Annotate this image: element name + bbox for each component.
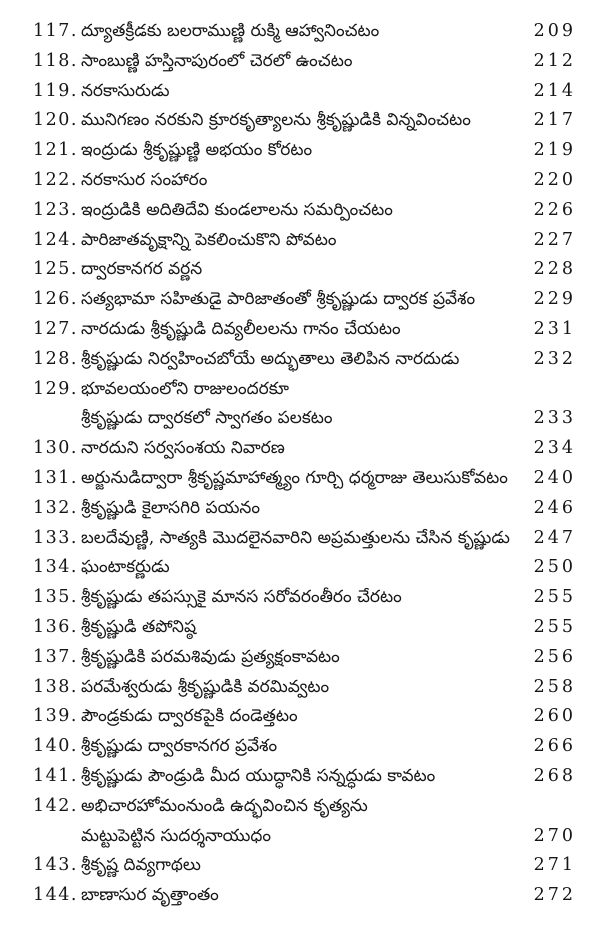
- entry-number: 124.: [33, 229, 78, 250]
- entry-number: 123.: [33, 199, 78, 220]
- entry-title: నరకాసుర సంహారం: [81, 169, 208, 190]
- entry-page: 260: [533, 706, 576, 727]
- entry-number: 136.: [33, 616, 78, 637]
- entry-number: 135.: [33, 587, 78, 608]
- entry-page: 228: [533, 259, 576, 280]
- entry-number: 125.: [33, 259, 78, 280]
- entry-number: 119.: [33, 80, 78, 101]
- entry-title: శ్రీకృష్ణుడు నిర్వహించబోయే అద్భుతాలు తెలిపిన నారదుడు: [81, 348, 460, 369]
- toc-row: [33, 136, 576, 166]
- toc-row: [33, 732, 576, 762]
- entry-page: 209: [533, 21, 576, 41]
- entry-number: 144.: [33, 885, 78, 906]
- entry-page: 219: [533, 140, 576, 161]
- toc-row: [33, 345, 576, 375]
- toc-row: [33, 762, 576, 792]
- entry-page: 266: [533, 736, 576, 757]
- toc-row: [33, 77, 576, 107]
- toc-row: [33, 196, 576, 226]
- toc-row: [33, 375, 576, 405]
- entry-title: శ్రీకృష్ణుడి కైలాసగిరి పయనం: [81, 497, 260, 518]
- entry-title: పారిజాతవృక్షాన్ని పెకలించుకొని పోవటం: [81, 229, 337, 250]
- entry-number: 137.: [33, 646, 78, 667]
- entry-page: 268: [533, 765, 576, 786]
- entry-number: 118.: [33, 50, 78, 71]
- toc-row: [33, 881, 576, 911]
- toc-row: [33, 583, 576, 613]
- entry-number: 122.: [33, 169, 78, 190]
- toc-row: [33, 702, 576, 732]
- entry-number: 133.: [33, 527, 78, 548]
- toc-row: [33, 106, 576, 136]
- entry-number: 141.: [33, 765, 78, 786]
- entry-title: శ్రీకృష్ణుడు ద్వారకలో స్వాగతం పలకటం: [81, 408, 333, 429]
- toc-row: [33, 673, 576, 703]
- entry-page: 247: [533, 527, 576, 548]
- toc-row: [33, 434, 576, 464]
- toc-row: [33, 17, 576, 47]
- toc-row: [33, 792, 576, 822]
- entry-title: భూవలయంలోని రాజులందరకూ: [81, 378, 289, 399]
- entry-page: 212: [533, 50, 576, 71]
- entry-number: 126.: [33, 289, 78, 310]
- entry-page: 231: [533, 318, 576, 339]
- entry-number: 139.: [33, 706, 78, 727]
- entry-page: 227: [533, 229, 576, 250]
- toc-row: [33, 404, 576, 434]
- entry-number: 127.: [33, 318, 78, 339]
- entry-title: అభిచారహోమంనుండి ఉద్భవించిన కృత్యను: [81, 795, 368, 816]
- entry-title: నారదుని సర్వసంశయ నివారణ: [81, 438, 285, 459]
- entry-title: ఘంటాకర్ణుడు: [81, 557, 170, 578]
- entry-title: ద్వారకానగర వర్ణన: [81, 259, 203, 280]
- entry-number: 140.: [33, 736, 78, 757]
- entry-number: 117.: [33, 21, 78, 41]
- toc-row: [33, 315, 576, 345]
- entry-number: 134.: [33, 557, 78, 578]
- toc-list: [33, 17, 576, 911]
- entry-title: పరమేశ్వరుడు శ్రీకృష్ణుడికి వరమివ్వటం: [81, 676, 330, 697]
- entry-title: బలదేవుణ్ణి, సాత్యకి మొదలైనవారిని అప్రమత్తులను చేసిన కృష్ణుడు: [81, 527, 510, 548]
- entry-number: 142.: [33, 795, 78, 816]
- entry-page: 214: [533, 80, 576, 101]
- entry-number: 129.: [33, 378, 78, 399]
- entry-page: 226: [533, 199, 576, 220]
- toc-row: [33, 494, 576, 524]
- entry-title: శ్రీకృష్ణుడు పౌండ్రుడి మీద యుద్ధానికి సన్నద్ధుడు కావటం: [81, 765, 436, 786]
- entry-page: 234: [533, 438, 576, 459]
- entry-page: 270: [533, 825, 576, 846]
- entry-title: అర్జునుడిద్వారా శ్రీకృష్ణమాహాత్మ్యం గూర్చి ధర్మరాజు తెలుసుకోవటం: [81, 467, 508, 488]
- entry-page: 255: [533, 616, 576, 637]
- entry-title: శ్రీకృష్ణుడు ద్వారకానగర ప్రవేశం: [81, 736, 278, 757]
- entry-page: 255: [533, 587, 576, 608]
- entry-number: 138.: [33, 676, 78, 697]
- toc-row: [33, 553, 576, 583]
- entry-number: 143.: [33, 855, 78, 876]
- entry-title: సాంబుణ్ణి హస్తినాపురంలో చెరలో ఉంచటం: [81, 50, 353, 71]
- entry-page: 233: [533, 408, 576, 429]
- entry-number: 128.: [33, 348, 78, 369]
- entry-page: 272: [533, 885, 576, 906]
- entry-title: నారదుడు శ్రీకృష్ణుడి దివ్యలీలలను గానం చేయటం: [81, 318, 401, 339]
- entry-number: 131.: [33, 467, 78, 488]
- entry-number: 120.: [33, 110, 78, 131]
- toc-row: [33, 285, 576, 315]
- toc-row: [33, 524, 576, 554]
- entry-title: శ్రీకృష్ణుడి తపోనిష్ఠ: [81, 616, 197, 637]
- entry-title: పౌండ్రకుడు ద్వారకపైకి దండెత్తటం: [81, 706, 298, 727]
- toc-row: [33, 851, 576, 881]
- toc-row: [33, 613, 576, 643]
- entry-title: బాణాసుర వృత్తాంతం: [81, 885, 219, 906]
- toc-row: [33, 226, 576, 256]
- entry-title: శ్రీకృష్ణ దివ్యగాథలు: [81, 855, 201, 876]
- entry-title: మట్టుపెట్టిన సుదర్శనాయుధం: [81, 825, 272, 846]
- entry-number: 132.: [33, 497, 78, 518]
- entry-title: శ్రీకృష్ణుడికి పరమశివుడు ప్రత్యక్షంకావటం: [81, 646, 340, 667]
- toc-row: [33, 464, 576, 494]
- entry-page: 258: [533, 676, 576, 697]
- toc-row: [33, 47, 576, 77]
- entry-page: 250: [533, 557, 576, 578]
- entry-number: 121.: [33, 140, 78, 161]
- entry-title: శ్రీకృష్ణుడు తపస్సుకై మానస సరోవరంతీరం చేరటం: [81, 587, 402, 608]
- entry-page: 246: [533, 497, 576, 518]
- entry-title: ఇంద్రుడికి అదితిదేవి కుండలాలను సమర్పించటం: [81, 199, 393, 220]
- entry-page: 240: [533, 467, 576, 488]
- entry-page: 229: [533, 289, 576, 310]
- toc-row: [33, 255, 576, 285]
- entry-page: 217: [533, 110, 576, 131]
- entry-page: 256: [533, 646, 576, 667]
- entry-page: 220: [533, 169, 576, 190]
- entry-title: ఇంద్రుడు శ్రీకృష్ణుణ్ణి అభయం కోరటం: [81, 140, 313, 161]
- entry-page: 271: [533, 855, 576, 876]
- entry-title: మునిగణం నరకుని క్రూరకృత్యాలను శ్రీకృష్ణుడికి విన్నవించటం: [81, 110, 471, 131]
- entry-title: సత్యభామా సహితుడై పారిజాతంతో శ్రీకృష్ణుడు ద్వారక ప్రవేశం: [81, 289, 476, 310]
- entry-number: 130.: [33, 438, 78, 459]
- entry-title: నరకాసురుడు: [81, 80, 170, 101]
- entry-page: 232: [533, 348, 576, 369]
- toc-row: [33, 643, 576, 673]
- entry-title: ద్యూతక్రీడకు బలరాముణ్ణి రుక్మి ఆహ్వానించటం: [81, 21, 380, 41]
- toc-row: [33, 166, 576, 196]
- toc-row: [33, 822, 576, 852]
